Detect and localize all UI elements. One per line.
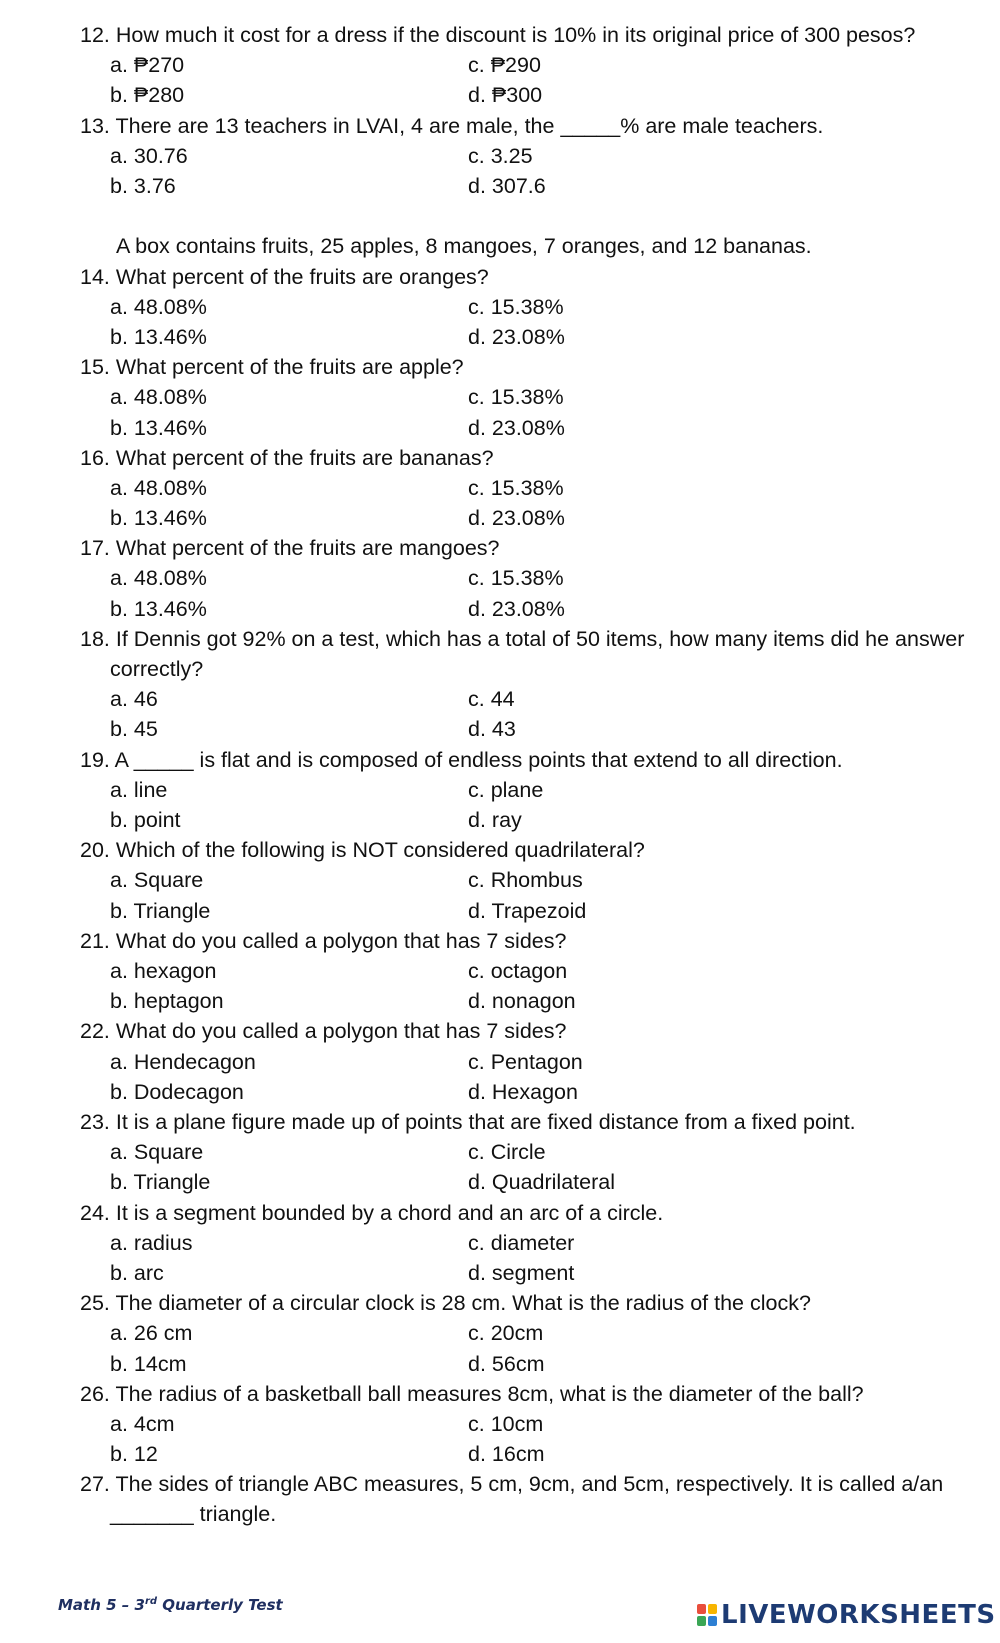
answer-option: c. Pentagon	[468, 1049, 583, 1074]
options-row	[80, 1137, 980, 1167]
answer-option: a. 30.76	[110, 143, 188, 168]
answer-option: c. Rhombus	[468, 868, 583, 893]
answer-option: c. Circle	[468, 1140, 546, 1165]
options-row	[80, 503, 980, 533]
answer-option: c. 20cm	[468, 1321, 544, 1346]
answer-option: c. ₱290	[468, 53, 541, 78]
question-list	[80, 20, 980, 1530]
answer-option: c. 10cm	[468, 1411, 544, 1436]
answer-option: d. 23.08%	[468, 324, 565, 349]
answer-option: a. hexagon	[110, 959, 217, 983]
answer-option: c. octagon	[468, 959, 568, 983]
question-item	[80, 111, 980, 202]
options-row	[80, 50, 980, 80]
question-text: 13. There are 13 teachers in LVAI, 4 are male, the _____% are male teachers.	[80, 113, 824, 138]
context-statement: A box contains fruits, 25 apples, 8 mangoes, 7 oranges, and 12 bananas.	[116, 234, 812, 259]
question-text: 24. It is a segment bounded by a chord and an arc of a circle.	[80, 1200, 664, 1225]
answer-option: c. 15.38%	[468, 294, 564, 319]
options-row	[80, 322, 980, 352]
question-text: 15. What percent of the fruits are apple?	[80, 355, 464, 380]
answer-option: a. line	[110, 777, 168, 802]
answer-option: c. 15.38%	[468, 566, 564, 591]
answer-option: c. 15.38%	[468, 385, 564, 410]
answer-option: a. 48.08%	[110, 294, 207, 319]
answer-option: a. radius	[110, 1230, 193, 1255]
answer-option: b. 45	[110, 717, 158, 742]
answer-option: c. 44	[468, 687, 515, 712]
footer-title-superscript: rd	[144, 1596, 158, 1607]
options-row	[80, 956, 980, 986]
question-item	[80, 533, 980, 624]
options-row	[80, 805, 980, 835]
options-row	[80, 141, 980, 171]
options-row	[80, 1228, 980, 1258]
answer-option: b. 14cm	[110, 1351, 187, 1376]
answer-option: d. 23.08%	[468, 506, 565, 531]
question-text: 27. The sides of triangle ABC measures, 5 cm, 9cm, and 5cm, respectively. It is called a/an _______ triangle.	[80, 1472, 944, 1527]
options-row	[80, 171, 980, 201]
question-text: 20. Which of the following is NOT considered quadrilateral?	[80, 838, 645, 863]
question-item	[80, 262, 980, 353]
question-text: 22. What do you called a polygon that has 7 sides?	[80, 1019, 567, 1044]
answer-option: a. Square	[110, 868, 204, 893]
answer-option: b. arc	[110, 1260, 164, 1285]
answer-option: a. 26 cm	[110, 1321, 193, 1346]
answer-option: d. 43	[468, 717, 516, 742]
question-item	[80, 1198, 980, 1289]
answer-option: a. 46	[110, 687, 158, 712]
options-row	[80, 292, 980, 322]
question-item	[80, 624, 980, 745]
answer-option: c. 3.25	[468, 143, 533, 168]
answer-option: d. segment	[468, 1260, 575, 1285]
options-row	[80, 1349, 980, 1379]
question-item	[80, 745, 980, 836]
question-text: 12. How much it cost for a dress if the discount is 10% in its original price of 300 pesos?	[80, 23, 916, 47]
options-row	[80, 865, 980, 895]
answer-option: d. 16cm	[468, 1442, 545, 1467]
question-item	[80, 926, 980, 1017]
answer-option: b. 3.76	[110, 173, 176, 198]
question-text: 17. What percent of the fruits are mangoes?	[80, 536, 500, 561]
answer-option: a. 48.08%	[110, 385, 207, 410]
answer-option: c. plane	[468, 777, 544, 802]
question-item	[80, 835, 980, 926]
question-text: 14. What percent of the fruits are oranges?	[80, 264, 489, 289]
options-row	[80, 473, 980, 503]
question-text: 19. A _____ is flat and is composed of endless points that extend to all direction.	[80, 747, 843, 772]
options-row	[80, 1047, 980, 1077]
question-text: 26. The radius of a basketball ball measures 8cm, what is the diameter of the ball?	[80, 1381, 864, 1406]
answer-option: c. diameter	[468, 1230, 575, 1255]
question-text: 25. The diameter of a circular clock is 28 cm. What is the radius of the clock?	[80, 1291, 811, 1316]
answer-option: d. Quadrilateral	[468, 1170, 615, 1195]
question-item	[80, 20, 980, 111]
answer-option: b. point	[110, 808, 181, 833]
options-row	[80, 1318, 980, 1348]
question-text: 23. It is a plane figure made up of points that are fixed distance from a fixed point.	[80, 1109, 856, 1134]
options-row	[80, 413, 980, 443]
question-item	[80, 1469, 980, 1529]
options-row	[80, 1077, 980, 1107]
answer-option: a. 48.08%	[110, 475, 207, 500]
options-row	[80, 1167, 980, 1197]
answer-option: d. 23.08%	[468, 596, 565, 621]
footer-title-prefix: Math 5 – 3	[58, 1596, 145, 1614]
question-item	[80, 443, 980, 534]
answer-option: b. Triangle	[110, 1170, 211, 1195]
answer-option: b. ₱280	[110, 83, 185, 108]
question-text: 18. If Dennis got 92% on a test, which has a total of 50 items, how many items did he answer correctly?	[80, 626, 965, 682]
options-row	[80, 80, 980, 110]
answer-option: b. Triangle	[110, 898, 211, 923]
footer-title	[58, 1596, 283, 1614]
answer-option: b. 13.46%	[110, 415, 207, 440]
answer-option: d. Trapezoid	[468, 898, 587, 923]
options-row	[80, 1439, 980, 1469]
answer-option: d. ₱300	[468, 83, 543, 108]
answer-option: a. 48.08%	[110, 566, 207, 591]
question-item	[80, 352, 980, 443]
answer-option: b. 13.46%	[110, 324, 207, 349]
answer-option: a. 4cm	[110, 1411, 175, 1436]
liveworksheets-brand	[697, 1600, 996, 1630]
options-row	[80, 896, 980, 926]
question-item	[80, 1288, 980, 1379]
brand-name: LIVEWORKSHEETS	[721, 1600, 996, 1630]
footer-title-suffix: Quarterly Test	[157, 1596, 283, 1614]
liveworksheets-logo-icon	[697, 1604, 717, 1626]
answer-option: b. 12	[110, 1442, 158, 1467]
answer-option: a. Square	[110, 1140, 204, 1165]
options-row	[80, 986, 980, 1016]
answer-option: b. 13.46%	[110, 596, 207, 621]
options-row	[80, 382, 980, 412]
blank-line	[80, 201, 980, 231]
options-row	[80, 1258, 980, 1288]
options-row	[80, 775, 980, 805]
options-row	[80, 684, 980, 714]
options-row	[80, 1409, 980, 1439]
answer-option: b. 13.46%	[110, 506, 207, 531]
question-item	[80, 1379, 980, 1470]
question-item	[80, 1016, 980, 1107]
answer-option: b. Dodecagon	[110, 1079, 244, 1104]
answer-option: d. 56cm	[468, 1351, 545, 1376]
answer-option: d. 307.6	[468, 173, 546, 198]
answer-option: d. Hexagon	[468, 1079, 578, 1104]
answer-option: d. ray	[468, 808, 522, 833]
question-text: 21. What do you called a polygon that has 7 sides?	[80, 928, 567, 953]
answer-option: c. 15.38%	[468, 475, 564, 500]
answer-option: d. 23.08%	[468, 415, 565, 440]
question-text: 16. What percent of the fruits are bananas?	[80, 445, 494, 470]
question-item	[80, 1107, 980, 1198]
answer-option: d. nonagon	[468, 989, 576, 1014]
options-row	[80, 594, 980, 624]
options-row	[80, 563, 980, 593]
answer-option: a. ₱270	[110, 53, 185, 78]
answer-option: b. heptagon	[110, 989, 224, 1014]
answer-option: a. Hendecagon	[110, 1049, 256, 1074]
options-row	[80, 714, 980, 744]
